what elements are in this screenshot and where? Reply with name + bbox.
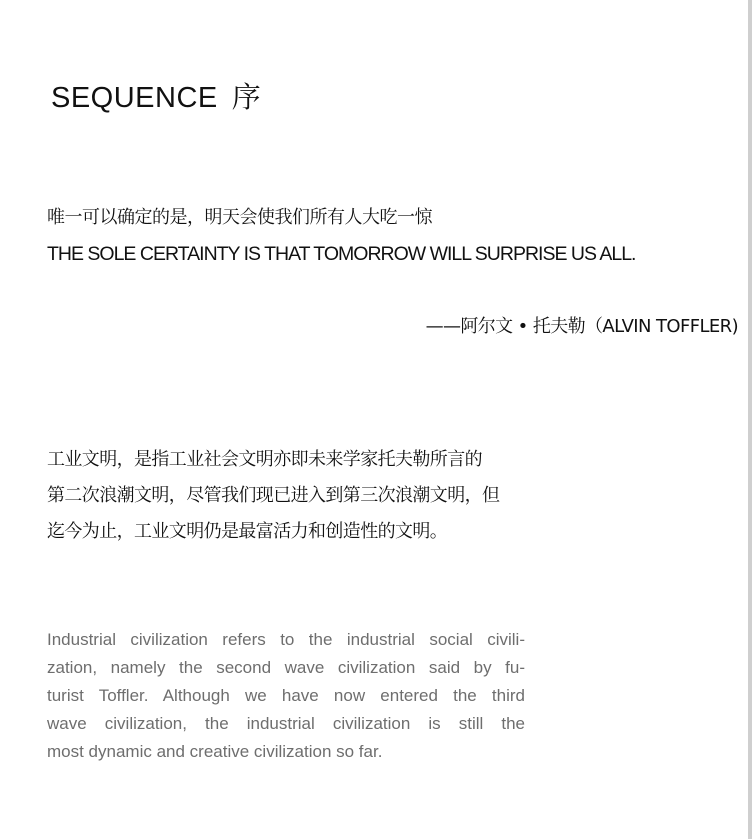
- right-edge-rule: [748, 0, 752, 839]
- body-english-line: turist Toffler. Although we have now entered the third: [47, 686, 525, 705]
- body-english-line: Industrial civilization refers to the industrial social civili-: [47, 630, 525, 649]
- page-title: [51, 80, 261, 116]
- title-chinese: 序: [231, 82, 262, 114]
- body-chinese-line: 迄今为止，工业文明仍是最富活力和创造性的文明。: [47, 521, 448, 542]
- body-english-line: most dynamic and creative civilization so far.: [47, 742, 383, 761]
- body-english-line: zation, namely the second wave civilization said by fu-: [47, 658, 525, 677]
- quote-english: THE SOLE CERTAINTY IS THAT TOMORROW WILL SURPRISE US ALL.: [47, 243, 636, 265]
- body-english-paragraph: [47, 626, 525, 766]
- quote-chinese: 唯一可以确定的是，明天会使我们所有人大吃一惊: [47, 207, 432, 228]
- body-chinese-line: 工业文明，是指工业社会文明亦即未来学家托夫勒所言的: [47, 449, 482, 470]
- body-english-line: wave civilization, the industrial civilization is still the: [47, 714, 525, 733]
- body-chinese-line: 第二次浪潮文明，尽管我们现已进入到第三次浪潮文明，但: [47, 485, 500, 506]
- quote-attribution: ——阿尔文 • 托夫勒（ALVIN TOFFLER): [425, 316, 738, 337]
- title-english: SEQUENCE: [51, 82, 218, 114]
- body-chinese-paragraph: [47, 442, 537, 550]
